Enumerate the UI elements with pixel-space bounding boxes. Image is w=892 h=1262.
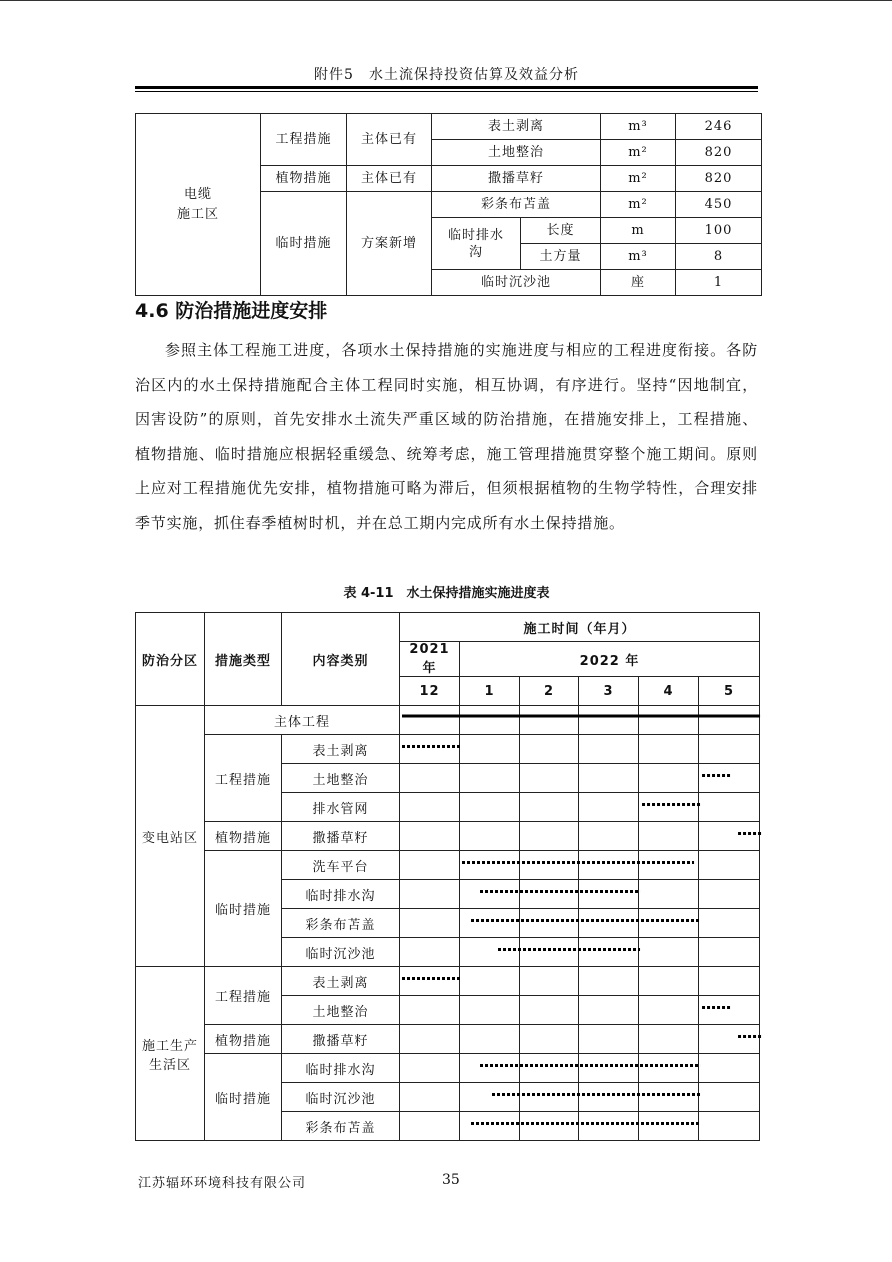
type-cell: 工程措施 [205,967,282,1025]
schedule-timeline [400,706,765,1141]
month-header: 5 [699,677,760,706]
month-header: 3 [579,677,639,706]
source-cell: 方案新增 [347,192,432,296]
zone-cell: 变电站区 [136,706,205,967]
content-cell: 土地整治 [282,996,400,1025]
type-cell: 临时措施 [205,851,282,967]
content-cell: 彩条布苫盖 [282,1112,400,1141]
zone-cell: 施工生产 生活区 [136,967,205,1141]
sub-item-cell: 长度 [521,218,601,244]
content-cell: 表土剥离 [282,967,400,996]
type-cell: 工程措施 [261,114,347,166]
type-cell: 工程措施 [205,735,282,822]
content-cell: 临时沉沙池 [282,938,400,967]
item-cell: 表土剥离 [432,114,601,140]
month-header: 4 [639,677,699,706]
section-heading: 4.6 防治措施进度安排 [135,300,328,322]
qty-cell: 820 [676,166,762,192]
content-cell: 临时排水沟 [282,880,400,909]
content-cell: 彩条布苫盖 [282,909,400,938]
qty-cell: 1 [676,270,762,296]
header-rule-thick [135,86,758,89]
qty-cell: 8 [676,244,762,270]
footer-company: 江苏辐环环境科技有限公司 [138,1176,307,1191]
year-header-2022: 2022 年 [460,642,760,677]
content-cell: 排水管网 [282,793,400,822]
page-top-border [0,0,892,1]
qty-cell: 450 [676,192,762,218]
content-cell: 主体工程 [205,706,400,735]
item-cell: 土地整治 [432,140,601,166]
month-header: 2 [520,677,579,706]
unit-cell: m² [601,166,676,192]
page-header: 附件5 水土流保持投资估算及效益分析 [314,67,579,83]
col-header-type: 措施类型 [205,613,282,706]
month-header: 1 [460,677,520,706]
section-body [135,333,758,540]
col-header-content: 内容类别 [282,613,400,706]
content-cell: 撒播草籽 [282,822,400,851]
unit-cell: m³ [601,244,676,270]
unit-cell: m² [601,140,676,166]
type-cell: 临时措施 [205,1054,282,1141]
content-cell: 临时排水沟 [282,1054,400,1083]
col-header-time: 施工时间（年月） [400,613,760,642]
table-caption: 表 4-11 水土保持措施实施进度表 [343,586,550,601]
page-number: 35 [442,1172,460,1188]
unit-cell: m [601,218,676,244]
type-cell: 植物措施 [261,166,347,192]
year-header-2021: 2021 年 [400,642,460,677]
item-cell: 临时排水沟 [432,218,521,270]
item-cell: 撒播草籽 [432,166,601,192]
unit-cell: m³ [601,114,676,140]
qty-cell: 246 [676,114,762,140]
source-cell: 主体已有 [347,166,432,192]
qty-cell: 100 [676,218,762,244]
col-header-zone: 防治分区 [136,613,205,706]
unit-cell: 座 [601,270,676,296]
content-cell: 土地整治 [282,764,400,793]
content-cell: 表土剥离 [282,735,400,764]
type-cell: 植物措施 [205,822,282,851]
item-cell: 临时沉沙池 [432,270,601,296]
content-cell: 临时沉沙池 [282,1083,400,1112]
qty-cell: 820 [676,140,762,166]
body-paragraph: 参照主体工程施工进度，各项水土保持措施的实施进度与相应的工程进度衔接。各防治区内的水土保持措施配合主体工程同时实施，相互协调，有序进行。坚持“因地制宜，因害设防”的原则，首先安排水土流失严重区域的防治措施，在措施安排上，工程措施、植物措施、临时措施应根据轻重缓急、统筹考虑，施工管理措施贯穿整个施工期间。原则上应对工程措施优先安排，植物措施可略为滞后，但须根据植物的生物学特性，合理安排季节实施，抓住春季植树时机，并在总工期内完成所有水土保持措施。 [135,341,758,532]
header-rule-thin [135,91,758,92]
type-cell: 植物措施 [205,1025,282,1054]
month-header: 12 [400,677,460,706]
content-cell: 撒播草籽 [282,1025,400,1054]
content-cell: 洗车平台 [282,851,400,880]
measures-quantity-table [135,113,762,296]
unit-cell: m² [601,192,676,218]
type-cell: 临时措施 [261,192,347,296]
zone-cell: 电缆 施工区 [136,114,261,296]
sub-item-cell: 土方量 [521,244,601,270]
item-cell: 彩条布苫盖 [432,192,601,218]
source-cell: 主体已有 [347,114,432,166]
